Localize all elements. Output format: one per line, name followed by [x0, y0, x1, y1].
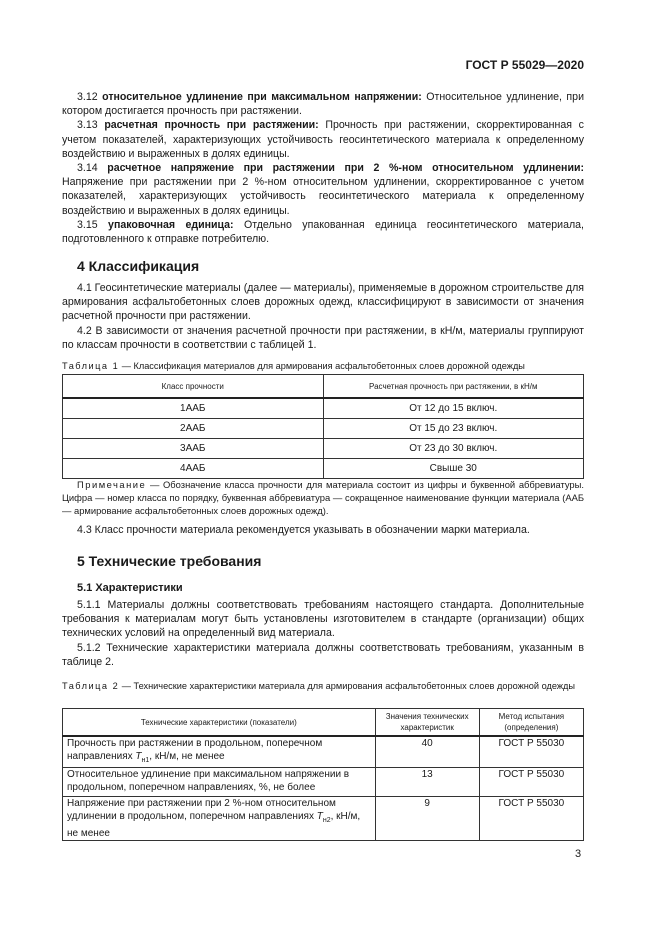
section-3-definitions [62, 90, 584, 246]
table-1-classification [62, 374, 584, 479]
definition-3-12: 3.12 относительное удлинение при максимальном напряжении: Относительное удлинение, при котором достигается прочность при растяжении. [62, 91, 584, 118]
table-row: 1ААБ От 12 до 15 включ. [63, 398, 584, 419]
definition-text: Относительное удлинение, при котором достигается прочность при растяжении. [62, 91, 584, 118]
definition-text: Отдельно упакованная единица геосинтетического материала, подготовленного к отправке потребителю. [62, 218, 585, 246]
table-row: 3ААБ От 23 до 30 включ. [63, 439, 584, 459]
definition-text: Напряжение при растяжении при 2 %-ном относительном удлинении, скорректированное с учетом показателей, характеризующих устойчивость геосинтетического материала к определенному воздействию и выраженных в долях единицы. [62, 176, 584, 217]
term: расчетное напряжение при растяжении при 2 %-ном относительном удлинении: [107, 162, 584, 175]
column-header: Технические характеристики (показатели) [63, 709, 376, 737]
section-5-body [62, 598, 584, 669]
document-code: ГОСТ Р 55029—2020 [465, 58, 584, 72]
section-5-heading: 5 Технические требования [77, 553, 262, 569]
term: относительное удлинение при максимальном напряжении: [102, 91, 422, 103]
table-row: Относительное удлинение при максимальном напряжении в продольном, поперечном направлениях, %, не более 13 ГОСТ Р 55030 [63, 768, 584, 797]
term: упаковочная единица: [108, 218, 234, 231]
paragraph-4-2: 4.2 В зависимости от значения расчетной прочности при растяжении, в кН/м, материалы группируют по классам прочности в соответствии с таблицей 1. [62, 324, 584, 351]
table-row: Напряжение при растяжении при 2 %-ном относительном удлинении в продольном, поперечном направлениях $T_{н2}$, кН/м, не менее 9 ГОСТ Р 55030 [63, 797, 584, 841]
definition-3-14: 3.14 расчетное напряжение при растяжении при 2 %-ном относительном удлинении: Напряжение при растяжении при 2 %-ном относительном удлинении, скорректированное с учетом показателей, характеризующих устойчивость геосинтетического материала к определенному воздействию и выраженных в долях единицы. [62, 162, 584, 217]
section-4-body [62, 281, 584, 352]
page-number: 3 [575, 848, 582, 860]
table-row: Прочность при растяжении в продольном, поперечном направлениях $T_{н1}$, кН/м, не менее 40 ГОСТ Р 55030 [63, 736, 584, 768]
definition-3-13: 3.13 расчетная прочность при растяжении: Прочность при растяжении, скорректированная с учетом показателей, характеризующих устойчивость геосинтетического материала к определенному воздействию и выраженных в долях единицы. [62, 119, 584, 160]
column-header: Метод испытания (определения) [479, 709, 583, 737]
table-1-caption: Таблица 1 — Классификация материалов для армирования асфальтобетонных слоев дорожной одежды [62, 361, 525, 371]
paragraph-5-1-2: 5.1.2 Технические характеристики материала должны соответствовать требованиям, указанным в таблице 2. [62, 641, 584, 668]
section-4-heading: 4 Классификация [77, 258, 200, 274]
table-1-note: Примечание — Обозначение класса прочности для материала состоит из цифры и буквенной аббревиатуры. Цифра — номер класса по порядку, буквенная аббревиатура — сокращенное наименование функции материала (ААБ — армирование асфальтобетонных слоев дорожных одежд). [62, 479, 584, 516]
term: расчетная прочность при растяжении: [104, 119, 319, 132]
paragraph-4-3-wrapper [62, 523, 584, 537]
definition-text: Прочность при растяжении, скорректированная с учетом показателей, характеризующих устойчивость геосинтетического материала к определенному воздействию и выраженных в долях единицы. [62, 119, 584, 160]
table-row: 4ААБ Свыше 30 [63, 459, 584, 479]
definition-3-15: 3.15 упаковочная единица: Отдельно упакованная единица геосинтетического материала, подготовленного к отправке потребителю. [62, 218, 585, 246]
paragraph-4-3: 4.3 Класс прочности материала рекомендуется указывать в обозначении марки материала. [77, 524, 530, 536]
paragraph-4-1: 4.1 Геосинтетические материалы (далее — материалы), применяемые в дорожном строительстве для армирования асфальтобетонных слоев дорожных одежд, классифицируют в зависимости от значения расчетной прочности при растяжении. [62, 282, 584, 323]
column-header: Расчетная прочность при растяжении, в кН/м [323, 375, 584, 399]
table-2-caption: Таблица 2 — Технические характеристики материала для армирования асфальтобетонных слоев дорожной одежды [62, 681, 575, 691]
table-row: 2ААБ От 15 до 23 включ. [63, 419, 584, 439]
subsection-5-1-heading: 5.1 Характеристики [77, 582, 183, 594]
column-header: Класс прочности [63, 375, 324, 399]
column-header: Значения технических характеристик [375, 709, 479, 737]
paragraph-5-1-1: 5.1.1 Материалы должны соответствовать требованиям настоящего стандарта. Дополнительные требования к материалам могут быть установлены изготовителем в стандарте (организации) общих технических условий на определенный вид материала. [62, 599, 584, 640]
table-2-technical-characteristics [62, 708, 584, 841]
